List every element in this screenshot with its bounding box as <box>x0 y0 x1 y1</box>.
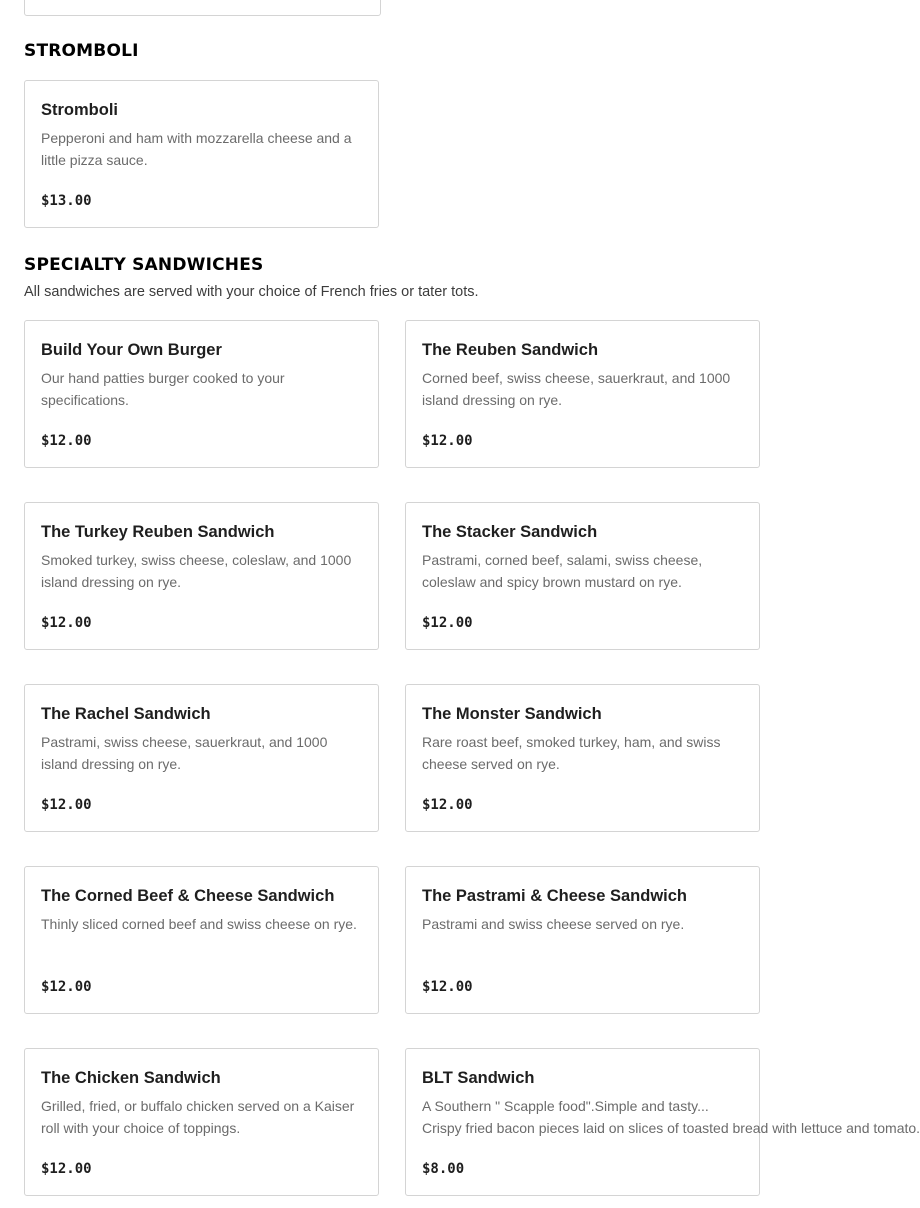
menu-item-price: $12.00 <box>422 979 473 995</box>
section-description: All sandwiches are served with your choice of French fries or tater tots. <box>24 284 479 300</box>
menu-item-card-blt[interactable] <box>405 1048 920 1196</box>
menu-item-card-pastrami-cheese[interactable] <box>405 866 760 1014</box>
menu-item-card-reuben[interactable] <box>405 320 760 468</box>
menu-item-price: $12.00 <box>41 979 92 995</box>
menu-item-card-corned-beef-cheese[interactable] <box>24 866 379 1014</box>
menu-item-name: Stromboli <box>41 101 118 119</box>
menu-item-price: $12.00 <box>41 615 92 631</box>
menu-item-description: Our hand patties burger cooked to your specifications. <box>41 370 285 408</box>
previous-menu-item-card[interactable] <box>24 0 381 16</box>
menu-item-name: The Corned Beef & Cheese Sandwich <box>41 887 335 905</box>
menu-item-description: Pepperoni and ham with mozzarella cheese and a little pizza sauce. <box>41 130 352 168</box>
menu-item-card-stromboli[interactable] <box>24 80 379 228</box>
menu-item-card-turkey-reuben[interactable] <box>24 502 379 650</box>
menu-item-price: $13.00 <box>41 193 92 209</box>
menu-item-description: Pastrami and swiss cheese served on rye. <box>422 916 685 932</box>
menu-item-price: $12.00 <box>41 433 92 449</box>
menu-item-price: $8.00 <box>422 1161 465 1177</box>
menu-item-name: The Monster Sandwich <box>422 705 602 723</box>
menu-item-name: Build Your Own Burger <box>41 341 222 359</box>
section-title-stromboli: STROMBOLI <box>24 41 139 61</box>
menu-item-price: $12.00 <box>422 615 473 631</box>
menu-item-description-line: A Southern " Scapple food".Simple and tasty... <box>422 1098 709 1114</box>
menu-item-name: The Turkey Reuben Sandwich <box>41 523 275 541</box>
menu-item-price: $12.00 <box>41 797 92 813</box>
menu-item-price: $12.00 <box>422 797 473 813</box>
menu-item-name: The Pastrami & Cheese Sandwich <box>422 887 688 905</box>
menu-item-card-chicken[interactable] <box>24 1048 379 1196</box>
menu-item-description: Corned beef, swiss cheese, sauerkraut, and 1000 island dressing on rye. <box>422 370 731 408</box>
menu-item-name: The Rachel Sandwich <box>41 705 211 723</box>
menu-item-description: Smoked turkey, swiss cheese, coleslaw, and 1000 island dressing on rye. <box>41 552 352 590</box>
menu-item-description: Rare roast beef, smoked turkey, ham, and swiss cheese served on rye. <box>422 734 721 772</box>
menu-item-price: $12.00 <box>422 433 473 449</box>
menu-item-name: The Chicken Sandwich <box>41 1069 221 1087</box>
menu-item-description: Grilled, fried, or buffalo chicken served on a Kaiser roll with your choice of toppings. <box>41 1098 355 1136</box>
menu-item-price: $12.00 <box>41 1161 92 1177</box>
menu-item-name: BLT Sandwich <box>422 1069 535 1087</box>
menu-item-description-line: Crispy fried bacon pieces laid on slices of toasted bread with lettuce and tomato. <box>422 1120 920 1136</box>
menu-item-name: The Reuben Sandwich <box>422 341 599 359</box>
menu-item-card-stacker[interactable] <box>405 502 760 650</box>
section-title-specialty-sandwiches: SPECIALTY SANDWICHES <box>24 255 264 275</box>
menu-item-card-monster[interactable] <box>405 684 760 832</box>
menu-item-description <box>422 1095 920 1139</box>
menu-item-description: Thinly sliced corned beef and swiss cheese on rye. <box>41 916 357 932</box>
menu-item-description: Pastrami, corned beef, salami, swiss cheese, coleslaw and spicy brown mustard on rye. <box>422 552 703 590</box>
menu-item-description: Pastrami, swiss cheese, sauerkraut, and 1000 island dressing on rye. <box>41 734 328 772</box>
menu-item-card-build-your-own-burger[interactable] <box>24 320 379 468</box>
menu-item-name: The Stacker Sandwich <box>422 523 598 541</box>
menu-item-card-rachel[interactable] <box>24 684 379 832</box>
